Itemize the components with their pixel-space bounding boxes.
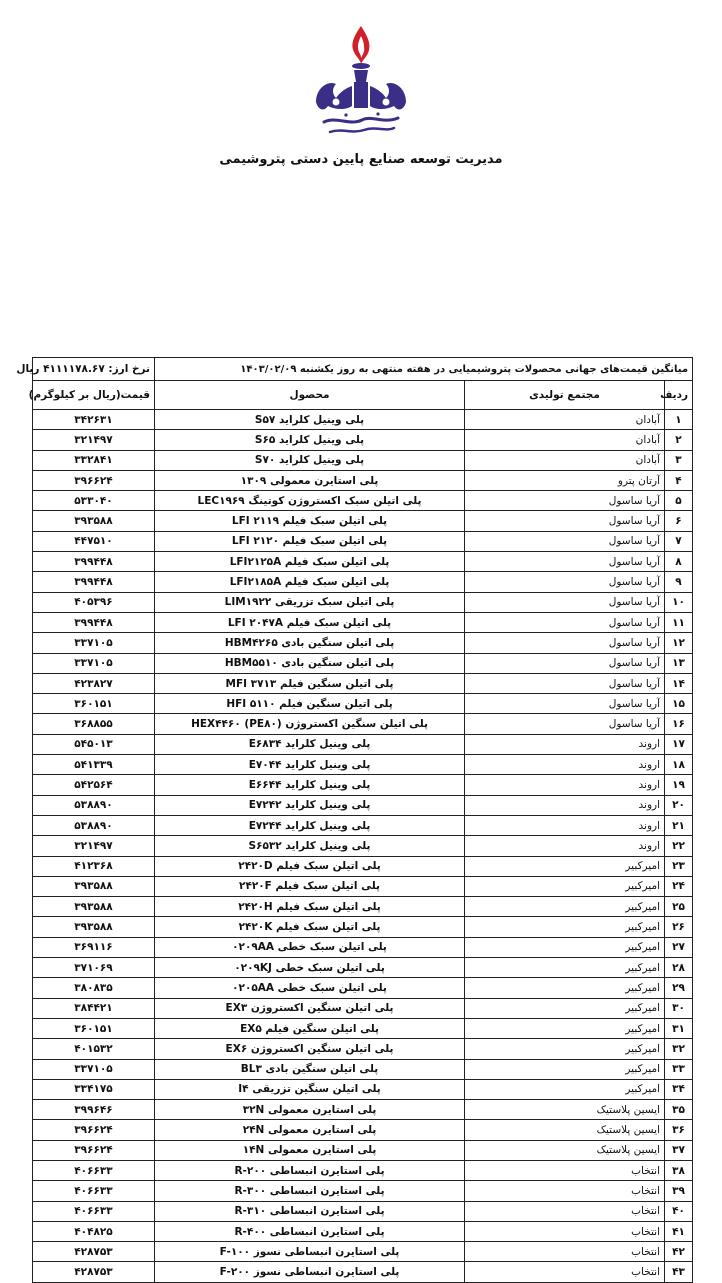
row-complex: انتخاب: [465, 1262, 665, 1282]
table-row: [33, 1181, 693, 1201]
table-row: [33, 491, 693, 511]
table-row: [33, 876, 693, 896]
row-index: ۱۰: [665, 592, 693, 612]
row-complex: امیرکبیر: [465, 917, 665, 937]
table-row: [33, 815, 693, 835]
row-price: ۳۴۲۶۳۱: [33, 410, 155, 430]
row-product: پلی وینیل کلراید S۵۷: [155, 410, 465, 430]
row-product: پلی اتیلن سبک فیلم ۲۴۲۰D: [155, 856, 465, 876]
row-index: ۹: [665, 572, 693, 592]
row-index: ۲۷: [665, 937, 693, 957]
row-product: پلی وینیل کلراید S۶۵: [155, 430, 465, 450]
row-product: پلی اتیلن سبک فیلم LFI ۲۱۱۹: [155, 511, 465, 531]
row-index: ۳۲: [665, 1039, 693, 1059]
row-price: ۴۰۶۶۳۳: [33, 1181, 155, 1201]
table-row: [33, 755, 693, 775]
row-price: ۳۹۹۴۴۸: [33, 572, 155, 592]
row-index: ۲۴: [665, 876, 693, 896]
row-complex: آریا ساسول: [465, 592, 665, 612]
row-index: ۴۲: [665, 1242, 693, 1262]
row-complex: آریا ساسول: [465, 531, 665, 551]
row-complex: آریا ساسول: [465, 612, 665, 632]
row-price: ۴۰۱۵۳۲: [33, 1039, 155, 1059]
table-row: [33, 1059, 693, 1079]
row-index: ۳: [665, 450, 693, 470]
row-product: پلی وینیل کلراید E۷۲۴۴: [155, 815, 465, 835]
row-price: ۳۸۰۸۳۵: [33, 978, 155, 998]
row-product: پلی اتیلن سبک اکستروژن کوتینگ LEC۱۹۶۹: [155, 491, 465, 511]
row-product: پلی اتیلن سنگین اکستروژن (PE۸۰) HEX۴۴۶۰: [155, 714, 465, 734]
column-header-index: ردیف: [665, 381, 693, 410]
table-row: [33, 410, 693, 430]
row-product: پلی اتیلن سنگین اکستروژن EX۶: [155, 1039, 465, 1059]
row-product: پلی اتیلن سبک فیلم LFI ۲۱۲۰: [155, 531, 465, 551]
table-row: [33, 633, 693, 653]
row-product: پلی وینیل کلراید S۷۰: [155, 450, 465, 470]
row-price: ۳۹۶۶۲۴: [33, 470, 155, 490]
row-product: پلی استایرن انبساطی R-۳۱۰: [155, 1201, 465, 1221]
table-caption-row: [33, 358, 693, 381]
row-index: ۳۸: [665, 1160, 693, 1180]
row-product: پلی اتیلن سنگین اکستروژن EX۳: [155, 998, 465, 1018]
table-row: [33, 470, 693, 490]
row-price: ۳۳۷۱۰۵: [33, 653, 155, 673]
table-row: [33, 450, 693, 470]
row-price: ۳۸۴۴۲۱: [33, 998, 155, 1018]
table-row: [33, 897, 693, 917]
row-complex: آریا ساسول: [465, 694, 665, 714]
row-product: پلی وینیل کلراید E۷۰۴۴: [155, 755, 465, 775]
table-row: [33, 734, 693, 754]
row-complex: اروند: [465, 836, 665, 856]
row-complex: امیرکبیر: [465, 1018, 665, 1038]
row-complex: امیرکبیر: [465, 1059, 665, 1079]
row-index: ۱۱: [665, 612, 693, 632]
row-complex: آریا ساسول: [465, 511, 665, 531]
table-caption: میانگین قیمت‌های جهانی محصولات پتروشیمیایی در هفته منتهی به روز یکشنبه ۱۴۰۳/۰۲/۰۹: [155, 358, 693, 381]
table-row: [33, 552, 693, 572]
row-complex: آریا ساسول: [465, 491, 665, 511]
row-price: ۳۹۹۶۴۶: [33, 1100, 155, 1120]
row-price: ۵۳۸۸۹۰: [33, 795, 155, 815]
logo-emblem-icon: [306, 22, 416, 140]
table-row: [33, 937, 693, 957]
row-complex: انتخاب: [465, 1201, 665, 1221]
row-product: پلی استایرن انبساطی R-۳۰۰: [155, 1181, 465, 1201]
table-row: [33, 694, 693, 714]
row-complex: اروند: [465, 755, 665, 775]
row-complex: آبادان: [465, 450, 665, 470]
row-price: ۵۳۸۸۹۰: [33, 815, 155, 835]
row-product: پلی استایرن انبساطی R-۲۰۰: [155, 1160, 465, 1180]
row-product: پلی اتیلن سنگین بادی BL۳: [155, 1059, 465, 1079]
row-complex: انتخاب: [465, 1160, 665, 1180]
row-complex: امیرکبیر: [465, 937, 665, 957]
row-index: ۲۹: [665, 978, 693, 998]
row-product: پلی اتیلن سنگین فیلم HFI ۵۱۱۰: [155, 694, 465, 714]
row-complex: ایسین پلاستیک: [465, 1140, 665, 1160]
row-index: ۱۳: [665, 653, 693, 673]
row-product: پلی اتیلن سبک فیلم ۲۴۲۰F: [155, 876, 465, 896]
row-index: ۱۸: [665, 755, 693, 775]
table-row: [33, 836, 693, 856]
row-index: ۴۳: [665, 1262, 693, 1282]
row-product: پلی اتیلن سبک خطی ۰۲۰۵AA: [155, 978, 465, 998]
row-complex: امیرکبیر: [465, 856, 665, 876]
row-product: پلی وینیل کلراید E۶۸۳۴: [155, 734, 465, 754]
row-product: پلی استایرن معمولی ۳۲N: [155, 1100, 465, 1120]
row-complex: امیرکبیر: [465, 1079, 665, 1099]
row-price: ۳۳۲۸۴۱: [33, 450, 155, 470]
table-row: [33, 1100, 693, 1120]
table-row: [33, 1221, 693, 1241]
row-complex: اروند: [465, 815, 665, 835]
table-row: [33, 958, 693, 978]
row-product: پلی اتیلن سنگین فیلم EX۵: [155, 1018, 465, 1038]
table-row: [33, 714, 693, 734]
row-price: ۳۶۹۱۱۶: [33, 937, 155, 957]
row-product: پلی استایرن انبساطی نسوز F-۲۰۰: [155, 1262, 465, 1282]
table-row: [33, 1140, 693, 1160]
table-row: [33, 1120, 693, 1140]
row-product: پلی استایرن انبساطی نسوز F-۱۰۰: [155, 1242, 465, 1262]
row-index: ۳۷: [665, 1140, 693, 1160]
row-complex: اروند: [465, 795, 665, 815]
table-row: [33, 430, 693, 450]
table-row: [33, 673, 693, 693]
row-product: پلی اتیلن سبک خطی ۰۲۰۹AA: [155, 937, 465, 957]
row-product: پلی استایرن معمولی ۱۴N: [155, 1140, 465, 1160]
row-index: ۲۰: [665, 795, 693, 815]
table-row: [33, 531, 693, 551]
row-product: پلی استایرن انبساطی R-۴۰۰: [155, 1221, 465, 1241]
row-product: پلی استایرن معمولی ۲۴N: [155, 1120, 465, 1140]
row-price: ۴۰۵۳۹۶: [33, 592, 155, 612]
row-price: ۳۶۸۸۵۵: [33, 714, 155, 734]
row-price: ۳۲۱۴۹۷: [33, 430, 155, 450]
row-index: ۲۵: [665, 897, 693, 917]
table-row: [33, 612, 693, 632]
table-row: [33, 1160, 693, 1180]
row-product: پلی اتیلن سنگین بادی HBM۵۵۱۰: [155, 653, 465, 673]
price-table: [16, 357, 693, 1283]
row-price: ۵۴۱۳۳۹: [33, 755, 155, 775]
row-price: ۴۲۸۷۵۳: [33, 1262, 155, 1282]
table-row: [33, 511, 693, 531]
row-product: پلی اتیلن سبک فیلم ۲۴۲۰K: [155, 917, 465, 937]
row-index: ۱۵: [665, 694, 693, 714]
row-product: پلی وینیل کلراید S۶۵۳۲: [155, 836, 465, 856]
row-product: پلی اتیلن سبک خطی ۰۲۰۹KJ: [155, 958, 465, 978]
row-product: پلی اتیلن سبک فیلم LFI۲۱۲۵A: [155, 552, 465, 572]
table-header-row: [33, 381, 693, 410]
table-row: [33, 1079, 693, 1099]
row-complex: اروند: [465, 734, 665, 754]
row-complex: آریا ساسول: [465, 633, 665, 653]
row-index: ۴۱: [665, 1221, 693, 1241]
row-product: پلی وینیل کلراید E۶۶۴۴: [155, 775, 465, 795]
department-title: مدیریت توسعه صنایع پایین دستی پتروشیمی: [219, 152, 503, 167]
table-row: [33, 1262, 693, 1282]
row-product: پلی اتیلن سبک فیلم LFI ۲۰۴۷A: [155, 612, 465, 632]
row-complex: امیرکبیر: [465, 958, 665, 978]
row-index: ۱۷: [665, 734, 693, 754]
table-row: [33, 653, 693, 673]
table-row: [33, 998, 693, 1018]
row-price: ۵۳۳۰۴۰: [33, 491, 155, 511]
row-price: ۳۷۱۰۶۹: [33, 958, 155, 978]
row-complex: امیرکبیر: [465, 978, 665, 998]
row-price: ۴۰۴۸۲۵: [33, 1221, 155, 1241]
row-price: ۳۹۹۴۴۸: [33, 552, 155, 572]
table-row: [33, 1201, 693, 1221]
table-row: [33, 572, 693, 592]
row-price: ۴۱۲۳۶۸: [33, 856, 155, 876]
row-index: ۳۹: [665, 1181, 693, 1201]
row-price: ۳۹۶۶۲۴: [33, 1140, 155, 1160]
row-price: ۳۳۴۱۷۵: [33, 1079, 155, 1099]
row-complex: انتخاب: [465, 1242, 665, 1262]
row-price: ۳۹۳۵۸۸: [33, 511, 155, 531]
row-price: ۵۴۵۰۱۳: [33, 734, 155, 754]
row-price: ۵۴۲۵۶۴: [33, 775, 155, 795]
row-index: ۲۳: [665, 856, 693, 876]
table-row: [33, 795, 693, 815]
row-index: ۵: [665, 491, 693, 511]
column-header-complex: مجتمع تولیدی: [465, 381, 665, 410]
row-complex: آریا ساسول: [465, 552, 665, 572]
row-index: ۳۴: [665, 1079, 693, 1099]
row-complex: انتخاب: [465, 1181, 665, 1201]
row-index: ۱۴: [665, 673, 693, 693]
row-complex: آریا ساسول: [465, 653, 665, 673]
row-product: پلی اتیلن سبک فیلم LFI۲۱۸۵A: [155, 572, 465, 592]
row-index: ۱: [665, 410, 693, 430]
row-product: پلی اتیلن سبک تزریقی LIM۱۹۲۲: [155, 592, 465, 612]
column-header-product: محصول: [155, 381, 465, 410]
row-complex: آریا ساسول: [465, 714, 665, 734]
row-price: ۳۹۳۵۸۸: [33, 897, 155, 917]
row-price: ۴۰۶۶۳۳: [33, 1160, 155, 1180]
row-price: ۴۴۷۵۱۰: [33, 531, 155, 551]
row-index: ۳۵: [665, 1100, 693, 1120]
row-price: ۳۹۹۴۴۸: [33, 612, 155, 632]
row-index: ۱۲: [665, 633, 693, 653]
row-index: ۲۱: [665, 815, 693, 835]
row-complex: امیرکبیر: [465, 876, 665, 896]
row-complex: آریا ساسول: [465, 572, 665, 592]
row-index: ۳۳: [665, 1059, 693, 1079]
company-logo: [306, 22, 416, 140]
row-index: ۳۱: [665, 1018, 693, 1038]
row-complex: اروند: [465, 775, 665, 795]
table-row: [33, 978, 693, 998]
row-complex: آرتان پترو: [465, 470, 665, 490]
row-index: ۱۹: [665, 775, 693, 795]
row-price: ۳۹۳۵۸۸: [33, 917, 155, 937]
row-product: پلی اتیلن سنگین تزریقی I۴: [155, 1079, 465, 1099]
row-price: ۳۳۷۱۰۵: [33, 633, 155, 653]
row-price: ۳۶۰۱۵۱: [33, 1018, 155, 1038]
row-index: ۶: [665, 511, 693, 531]
row-product: پلی اتیلن سنگین فیلم MFI ۳۷۱۳: [155, 673, 465, 693]
row-index: ۸: [665, 552, 693, 572]
row-complex: آریا ساسول: [465, 673, 665, 693]
row-product: پلی استایرن معمولی ۱۳۰۹: [155, 470, 465, 490]
row-price: ۳۹۶۶۲۴: [33, 1120, 155, 1140]
table-row: [33, 1018, 693, 1038]
row-price: ۳۹۳۵۸۸: [33, 876, 155, 896]
row-index: ۲۸: [665, 958, 693, 978]
row-price: ۴۲۸۷۵۳: [33, 1242, 155, 1262]
row-index: ۲۶: [665, 917, 693, 937]
row-index: ۱۶: [665, 714, 693, 734]
row-index: ۷: [665, 531, 693, 551]
row-complex: آبادان: [465, 430, 665, 450]
row-product: پلی وینیل کلراید E۷۲۴۲: [155, 795, 465, 815]
row-price: ۳۶۰۱۵۱: [33, 694, 155, 714]
row-price: ۴۲۳۸۲۷: [33, 673, 155, 693]
row-complex: امیرکبیر: [465, 998, 665, 1018]
row-product: پلی اتیلن سنگین بادی HBM۴۲۶۵: [155, 633, 465, 653]
table-row: [33, 856, 693, 876]
row-product: پلی اتیلن سبک فیلم ۲۴۲۰H: [155, 897, 465, 917]
table-row: [33, 917, 693, 937]
row-index: ۲۲: [665, 836, 693, 856]
table-row: [33, 592, 693, 612]
row-price: ۴۰۶۶۳۳: [33, 1201, 155, 1221]
row-complex: امیرکبیر: [465, 897, 665, 917]
table-row: [33, 775, 693, 795]
row-index: ۳۰: [665, 998, 693, 1018]
table-row: [33, 1039, 693, 1059]
row-index: ۴۰: [665, 1201, 693, 1221]
row-index: ۳۶: [665, 1120, 693, 1140]
row-index: ۴: [665, 470, 693, 490]
row-complex: آبادان: [465, 410, 665, 430]
row-price: ۳۳۷۱۰۵: [33, 1059, 155, 1079]
row-complex: ایسین پلاستیک: [465, 1100, 665, 1120]
column-header-price: قیمت(ریال بر کیلوگرم): [33, 381, 155, 410]
row-index: ۲: [665, 430, 693, 450]
row-price: ۳۲۱۴۹۷: [33, 836, 155, 856]
row-complex: انتخاب: [465, 1221, 665, 1241]
exchange-rate: نرخ ارز: ۴۱۱۱۱۷۸.۶۷ ریال: [33, 358, 155, 381]
row-complex: ایسین پلاستیک: [465, 1120, 665, 1140]
row-complex: امیرکبیر: [465, 1039, 665, 1059]
table-row: [33, 1242, 693, 1262]
